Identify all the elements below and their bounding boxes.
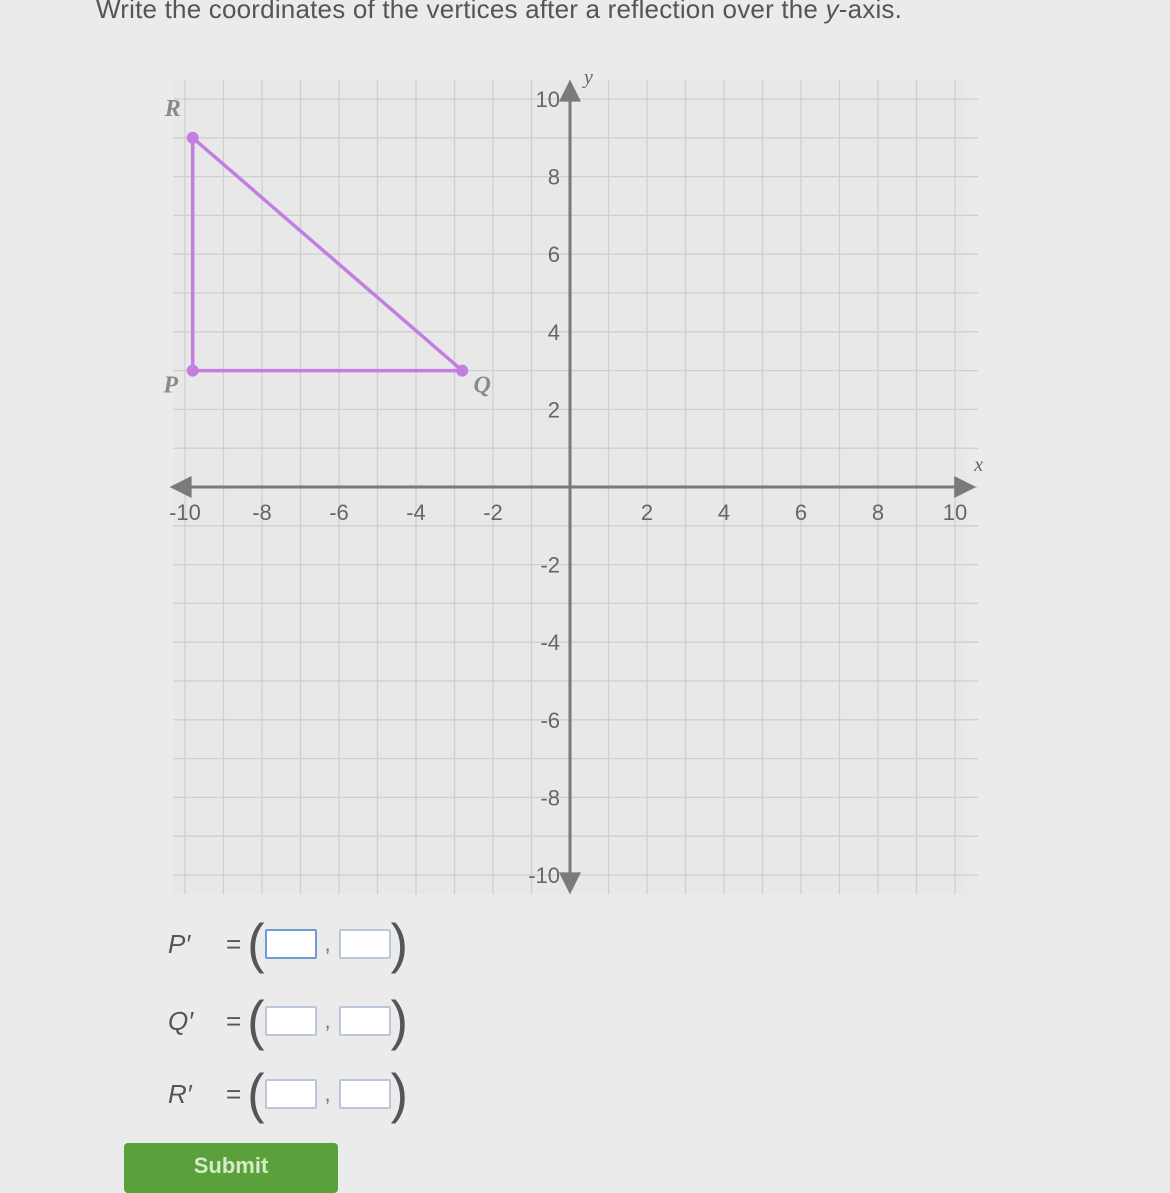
open-paren: (	[247, 990, 265, 1052]
submit-button[interactable]: Submit	[124, 1143, 338, 1193]
x-tick-label: -2	[483, 500, 503, 525]
answer-label: Q′	[168, 1005, 194, 1036]
vertex-label-r: R	[164, 95, 181, 122]
y-tick-label: -8	[540, 785, 560, 811]
close-paren: )	[390, 990, 408, 1052]
q-prime-y-input[interactable]	[339, 1006, 391, 1036]
close-paren: )	[390, 1063, 408, 1125]
p-prime-y-input[interactable]	[339, 929, 391, 959]
x-tick-label: -6	[329, 500, 349, 525]
y-tick-label: -6	[540, 707, 560, 733]
answer-row-r	[168, 1063, 408, 1125]
open-paren: (	[247, 1063, 265, 1125]
p-prime-x-input[interactable]	[265, 929, 317, 959]
question-variable: y	[825, 0, 839, 24]
q-prime-x-input[interactable]	[265, 1006, 317, 1036]
y-tick-label: -4	[540, 630, 560, 656]
vertex-point-r	[187, 132, 199, 144]
x-tick-label: -4	[406, 500, 426, 525]
y-tick-label: 6	[547, 242, 560, 268]
x-tick-label: 8	[871, 500, 885, 525]
y-axis-label: y	[584, 66, 593, 89]
answer-label: R′	[168, 1078, 192, 1109]
answer-row-p	[168, 913, 408, 975]
x-tick-label: -10	[169, 500, 201, 525]
question-prefix: Write the coordinates of the vertices after a reflection over the	[96, 0, 826, 24]
vertex-label-p: P	[163, 372, 179, 399]
open-paren: (	[247, 913, 265, 975]
question-suffix: -axis.	[838, 0, 903, 24]
r-prime-y-input[interactable]	[339, 1079, 391, 1109]
close-paren: )	[390, 913, 408, 975]
x-tick-label: 4	[717, 500, 731, 525]
y-tick-label: 4	[547, 319, 560, 345]
y-tick-label: 8	[547, 164, 560, 190]
comma: ,	[324, 931, 331, 956]
answer-label: P′	[168, 928, 191, 959]
vertex-point-q	[456, 365, 468, 377]
y-tick-label: 10	[535, 87, 560, 112]
vertex-label-q: Q	[473, 372, 491, 399]
r-prime-x-input[interactable]	[265, 1079, 317, 1109]
x-tick-label: -8	[252, 500, 272, 525]
equals-sign: =	[226, 928, 242, 959]
x-axis-label: x	[974, 454, 984, 476]
answer-row-q	[168, 990, 408, 1052]
x-tick-label: 10	[942, 500, 968, 525]
comma: ,	[324, 1008, 331, 1033]
x-tick-label: 2	[640, 500, 654, 525]
y-tick-label: -10	[528, 863, 560, 888]
x-tick-label: 6	[794, 500, 808, 525]
comma: ,	[324, 1081, 331, 1106]
y-tick-label: -2	[540, 552, 560, 578]
equals-sign: =	[226, 1005, 242, 1036]
equals-sign: =	[226, 1078, 242, 1109]
vertex-point-p	[187, 365, 199, 377]
y-tick-label: 2	[547, 397, 560, 423]
